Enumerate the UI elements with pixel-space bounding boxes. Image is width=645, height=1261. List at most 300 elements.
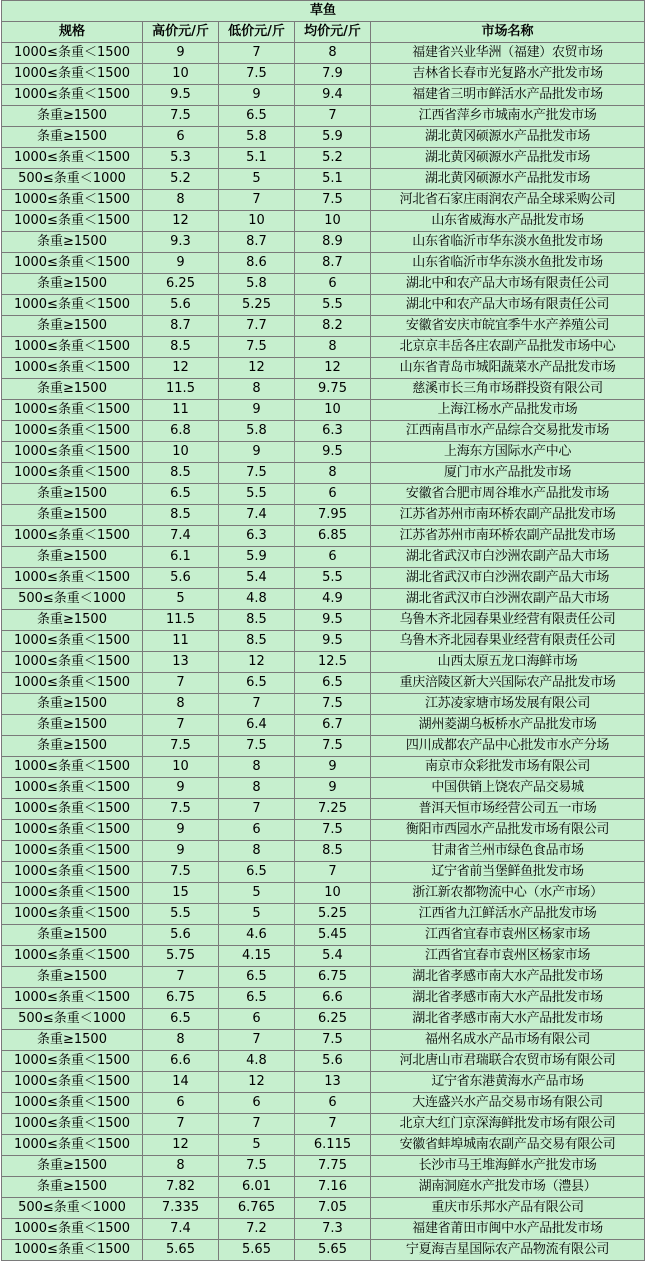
cell-market: 江苏省苏州市南环桥农副产品批发市场 [371,505,645,526]
cell-spec: 条重≥1500 [2,547,143,568]
cell-market: 湖州菱湖乌板桥水产品批发市场 [371,715,645,736]
cell-avg-price: 8 [295,337,371,358]
cell-spec: 1000≤条重＜1500 [2,778,143,799]
cell-avg-price: 7.05 [295,1198,371,1219]
cell-spec: 1000≤条重＜1500 [2,358,143,379]
cell-high-price: 9 [143,43,219,64]
cell-spec: 条重≥1500 [2,1030,143,1051]
cell-avg-price: 6 [295,1093,371,1114]
cell-market: 福建省莆田市闽中水产品批发市场 [371,1219,645,1240]
cell-spec: 条重≥1500 [2,925,143,946]
header-row [2,22,645,43]
table-row [2,547,645,568]
cell-market: 福建省兴业华洲（福建）农贸市场 [371,43,645,64]
table-row [2,1051,645,1072]
cell-market: 重庆涪陵区新大兴国际农产品批发市场 [371,673,645,694]
cell-high-price: 11 [143,631,219,652]
table-row [2,820,645,841]
cell-market: 湖北中和农产品大市场有限责任公司 [371,274,645,295]
cell-low-price: 7.4 [219,505,295,526]
cell-market: 辽宁省前当堡鲜鱼批发市场 [371,862,645,883]
table-row [2,253,645,274]
cell-low-price: 5.9 [219,547,295,568]
cell-spec: 1000≤条重＜1500 [2,85,143,106]
table-row [2,379,645,400]
cell-avg-price: 7 [295,106,371,127]
header-high-price: 高价元/斤 [143,22,219,43]
cell-high-price: 5.6 [143,925,219,946]
cell-avg-price: 8 [295,463,371,484]
cell-low-price: 6.01 [219,1177,295,1198]
cell-spec: 条重≥1500 [2,967,143,988]
cell-high-price: 5.2 [143,169,219,190]
table-row [2,1219,645,1240]
cell-high-price: 5.3 [143,148,219,169]
cell-market: 湖北省孝感市南大水产品批发市场 [371,1009,645,1030]
table-row [2,43,645,64]
header-low-price: 低价元/斤 [219,22,295,43]
cell-low-price: 6.5 [219,106,295,127]
cell-spec: 条重≥1500 [2,232,143,253]
cell-high-price: 8.5 [143,505,219,526]
cell-avg-price: 8.9 [295,232,371,253]
cell-avg-price: 5.65 [295,1240,371,1261]
cell-avg-price: 5.45 [295,925,371,946]
cell-avg-price: 8.7 [295,253,371,274]
cell-high-price: 10 [143,757,219,778]
cell-high-price: 7.82 [143,1177,219,1198]
cell-market: 山东省青岛市城阳蔬菜水产品批发市场 [371,358,645,379]
cell-avg-price: 5.9 [295,127,371,148]
cell-market: 江苏凌家塘市场发展有限公司 [371,694,645,715]
cell-high-price: 8.5 [143,463,219,484]
cell-low-price: 6.765 [219,1198,295,1219]
cell-low-price: 6 [219,1093,295,1114]
cell-market: 湖北黄冈硕源水产品批发市场 [371,169,645,190]
cell-low-price: 6.5 [219,673,295,694]
cell-high-price: 7.4 [143,526,219,547]
cell-avg-price: 7.9 [295,64,371,85]
cell-high-price: 6.6 [143,1051,219,1072]
cell-avg-price: 9.75 [295,379,371,400]
cell-market: 慈溪市长三角市场群投资有限公司 [371,379,645,400]
table-row [2,862,645,883]
cell-spec: 1000≤条重＜1500 [2,148,143,169]
cell-high-price: 11.5 [143,379,219,400]
cell-avg-price: 10 [295,211,371,232]
table-row [2,400,645,421]
cell-high-price: 7.5 [143,862,219,883]
cell-market: 江西省宜春市袁州区杨家市场 [371,925,645,946]
cell-low-price: 7 [219,43,295,64]
cell-high-price: 5.65 [143,1240,219,1261]
cell-high-price: 11.5 [143,610,219,631]
cell-low-price: 8.5 [219,610,295,631]
cell-market: 江西省宜春市袁州区杨家市场 [371,946,645,967]
cell-high-price: 5.5 [143,904,219,925]
cell-spec: 1000≤条重＜1500 [2,43,143,64]
cell-spec: 1000≤条重＜1500 [2,442,143,463]
cell-market: 北京京丰岳各庄农副产品批发市场中心 [371,337,645,358]
cell-spec: 1000≤条重＜1500 [2,463,143,484]
cell-low-price: 4.15 [219,946,295,967]
title-row [2,1,645,22]
cell-high-price: 6 [143,127,219,148]
cell-avg-price: 13 [295,1072,371,1093]
cell-low-price: 9 [219,442,295,463]
cell-avg-price: 9.5 [295,610,371,631]
cell-low-price: 5.65 [219,1240,295,1261]
cell-low-price: 4.8 [219,1051,295,1072]
table-row [2,64,645,85]
cell-low-price: 7.2 [219,1219,295,1240]
cell-avg-price: 4.9 [295,589,371,610]
cell-spec: 1000≤条重＜1500 [2,946,143,967]
cell-low-price: 7.5 [219,64,295,85]
table-row [2,358,645,379]
cell-high-price: 9.5 [143,85,219,106]
cell-low-price: 8 [219,778,295,799]
header-avg-price: 均价元/斤 [295,22,371,43]
cell-high-price: 12 [143,1135,219,1156]
cell-low-price: 6 [219,1009,295,1030]
table-row [2,316,645,337]
cell-spec: 1000≤条重＜1500 [2,883,143,904]
cell-high-price: 8.5 [143,337,219,358]
table-row [2,169,645,190]
cell-spec: 1000≤条重＜1500 [2,1093,143,1114]
cell-market: 福建省三明市鲜活水产品批发市场 [371,85,645,106]
cell-market: 中国供销上饶农产品交易城 [371,778,645,799]
cell-avg-price: 5.5 [295,295,371,316]
table-row [2,232,645,253]
table-row [2,127,645,148]
cell-avg-price: 6.7 [295,715,371,736]
cell-spec: 1000≤条重＜1500 [2,253,143,274]
cell-market: 江西南昌市水产品综合交易批发市场 [371,421,645,442]
table-row [2,736,645,757]
cell-low-price: 5.4 [219,568,295,589]
cell-spec: 1000≤条重＜1500 [2,757,143,778]
table-row [2,274,645,295]
table-row [2,463,645,484]
table-row [2,673,645,694]
cell-market: 上海江杨水产品批发市场 [371,400,645,421]
cell-low-price: 5.25 [219,295,295,316]
cell-high-price: 15 [143,883,219,904]
table-row [2,967,645,988]
table-row [2,1198,645,1219]
cell-market: 普洱天恒市场经营公司五一市场 [371,799,645,820]
cell-avg-price: 5.6 [295,1051,371,1072]
cell-high-price: 5 [143,589,219,610]
cell-market: 吉林省长春市光复路水产批发市场 [371,64,645,85]
table-body [2,43,645,1261]
cell-avg-price: 6.85 [295,526,371,547]
cell-market: 湖南洞庭水产批发市场（澧县） [371,1177,645,1198]
cell-market: 湖北省孝感市南大水产品批发市场 [371,988,645,1009]
cell-low-price: 12 [219,652,295,673]
cell-low-price: 7 [219,799,295,820]
table-row [2,1135,645,1156]
cell-avg-price: 7.3 [295,1219,371,1240]
cell-low-price: 7.5 [219,736,295,757]
cell-market: 辽宁省东港黄海水产品市场 [371,1072,645,1093]
cell-low-price: 5.8 [219,127,295,148]
cell-spec: 1000≤条重＜1500 [2,211,143,232]
cell-low-price: 7.5 [219,1156,295,1177]
cell-low-price: 9 [219,85,295,106]
cell-market: 长沙市马王堆海鲜水产批发市场 [371,1156,645,1177]
cell-market: 甘肃省兰州市绿色食品市场 [371,841,645,862]
cell-spec: 500≤条重＜1000 [2,1009,143,1030]
cell-spec: 条重≥1500 [2,106,143,127]
cell-spec: 条重≥1500 [2,379,143,400]
table-row [2,484,645,505]
cell-low-price: 5.8 [219,274,295,295]
cell-spec: 1000≤条重＜1500 [2,337,143,358]
table-row [2,652,645,673]
cell-spec: 条重≥1500 [2,694,143,715]
cell-low-price: 7.5 [219,337,295,358]
cell-market: 湖北中和农产品大市场有限责任公司 [371,295,645,316]
cell-low-price: 4.8 [219,589,295,610]
cell-spec: 1000≤条重＜1500 [2,799,143,820]
cell-spec: 条重≥1500 [2,274,143,295]
cell-high-price: 7.5 [143,736,219,757]
table-row [2,1072,645,1093]
cell-avg-price: 9.4 [295,85,371,106]
cell-low-price: 6.4 [219,715,295,736]
table-row [2,190,645,211]
cell-spec: 条重≥1500 [2,505,143,526]
cell-high-price: 8 [143,694,219,715]
table-row [2,904,645,925]
cell-market: 江西省九江鲜活水产品批发市场 [371,904,645,925]
cell-low-price: 6 [219,820,295,841]
cell-high-price: 9 [143,253,219,274]
cell-high-price: 11 [143,400,219,421]
cell-avg-price: 6.25 [295,1009,371,1030]
cell-market: 湖北省武汉市白沙洲农副产品大市场 [371,589,645,610]
cell-high-price: 9 [143,820,219,841]
table-row [2,85,645,106]
cell-spec: 1000≤条重＜1500 [2,1219,143,1240]
cell-market: 山东省威海水产品批发市场 [371,211,645,232]
cell-market: 浙江新农都物流中心（水产市场） [371,883,645,904]
cell-spec: 1000≤条重＜1500 [2,568,143,589]
cell-avg-price: 6.75 [295,967,371,988]
table-row [2,106,645,127]
table-row [2,1030,645,1051]
cell-spec: 1000≤条重＜1500 [2,64,143,85]
cell-avg-price: 8 [295,43,371,64]
table-row [2,1156,645,1177]
cell-avg-price: 7.95 [295,505,371,526]
cell-market: 安徽省安庆市皖宜季牛水产养殖公司 [371,316,645,337]
cell-avg-price: 10 [295,400,371,421]
cell-spec: 500≤条重＜1000 [2,169,143,190]
table-row [2,421,645,442]
cell-high-price: 8 [143,1030,219,1051]
cell-avg-price: 7.5 [295,190,371,211]
cell-avg-price: 9 [295,778,371,799]
header-spec: 规格 [2,22,143,43]
cell-market: 上海东方国际水产中心 [371,442,645,463]
table-row [2,568,645,589]
cell-market: 大连盛兴水产品交易市场有限公司 [371,1093,645,1114]
cell-market: 湖北黄冈硕源水产品批发市场 [371,148,645,169]
cell-low-price: 5 [219,169,295,190]
table-row [2,1009,645,1030]
cell-low-price: 8.6 [219,253,295,274]
cell-spec: 1000≤条重＜1500 [2,421,143,442]
cell-high-price: 9 [143,841,219,862]
table-row [2,526,645,547]
cell-low-price: 7 [219,694,295,715]
cell-avg-price: 9.5 [295,631,371,652]
cell-avg-price: 12 [295,358,371,379]
cell-avg-price: 6 [295,274,371,295]
cell-market: 北京大红门京深海鲜批发市场有限公司 [371,1114,645,1135]
cell-low-price: 6.5 [219,967,295,988]
table-row [2,799,645,820]
table-row [2,988,645,1009]
cell-market: 湖北省武汉市白沙洲农副产品大市场 [371,547,645,568]
cell-spec: 1000≤条重＜1500 [2,862,143,883]
table-row [2,1177,645,1198]
cell-spec: 条重≥1500 [2,1177,143,1198]
cell-spec: 500≤条重＜1000 [2,589,143,610]
cell-spec: 条重≥1500 [2,484,143,505]
cell-avg-price: 7.5 [295,694,371,715]
table-row [2,148,645,169]
cell-avg-price: 7 [295,862,371,883]
cell-market: 福州名成水产品市场有限公司 [371,1030,645,1051]
cell-spec: 1000≤条重＜1500 [2,841,143,862]
cell-high-price: 10 [143,442,219,463]
cell-low-price: 7.5 [219,463,295,484]
cell-spec: 1000≤条重＜1500 [2,1072,143,1093]
table-row [2,778,645,799]
cell-market: 湖北省武汉市白沙洲农副产品大市场 [371,568,645,589]
cell-low-price: 12 [219,358,295,379]
cell-market: 江苏省苏州市南环桥农副产品批发市场 [371,526,645,547]
cell-high-price: 8 [143,1156,219,1177]
cell-low-price: 4.6 [219,925,295,946]
cell-market: 江西省萍乡市城南水产批发市场 [371,106,645,127]
table-row [2,610,645,631]
cell-spec: 1000≤条重＜1500 [2,1051,143,1072]
cell-low-price: 5.8 [219,421,295,442]
table-row [2,211,645,232]
cell-avg-price: 7 [295,1114,371,1135]
cell-low-price: 5 [219,904,295,925]
cell-avg-price: 12.5 [295,652,371,673]
cell-avg-price: 5.2 [295,148,371,169]
cell-avg-price: 8.5 [295,841,371,862]
cell-avg-price: 9 [295,757,371,778]
cell-market: 乌鲁木齐北园春果业经营有限责任公司 [371,631,645,652]
cell-high-price: 7.335 [143,1198,219,1219]
cell-high-price: 8.7 [143,316,219,337]
table-row [2,1240,645,1261]
cell-high-price: 9 [143,778,219,799]
table-row [2,442,645,463]
cell-spec: 1000≤条重＜1500 [2,295,143,316]
table-title: 草鱼 [2,1,645,22]
cell-high-price: 7 [143,967,219,988]
table-row [2,505,645,526]
table-row [2,883,645,904]
table-row [2,694,645,715]
cell-low-price: 5.5 [219,484,295,505]
cell-high-price: 7.4 [143,1219,219,1240]
cell-spec: 1000≤条重＜1500 [2,400,143,421]
table-row [2,589,645,610]
cell-low-price: 7 [219,1030,295,1051]
cell-low-price: 5.1 [219,148,295,169]
cell-avg-price: 6.115 [295,1135,371,1156]
cell-market: 四川成都农产品中心批发市水产分场 [371,736,645,757]
cell-spec: 条重≥1500 [2,715,143,736]
cell-market: 重庆市乐邦水产品有限公司 [371,1198,645,1219]
cell-avg-price: 7.75 [295,1156,371,1177]
cell-high-price: 6.25 [143,274,219,295]
cell-spec: 1000≤条重＜1500 [2,1240,143,1261]
cell-high-price: 6.8 [143,421,219,442]
cell-avg-price: 5.4 [295,946,371,967]
cell-low-price: 6.5 [219,862,295,883]
cell-low-price: 8.5 [219,631,295,652]
cell-high-price: 12 [143,211,219,232]
cell-spec: 1000≤条重＜1500 [2,631,143,652]
cell-spec: 1000≤条重＜1500 [2,904,143,925]
cell-low-price: 8.7 [219,232,295,253]
cell-spec: 1000≤条重＜1500 [2,988,143,1009]
cell-high-price: 7 [143,673,219,694]
cell-spec: 条重≥1500 [2,127,143,148]
cell-spec: 条重≥1500 [2,610,143,631]
cell-high-price: 10 [143,64,219,85]
cell-high-price: 7.5 [143,799,219,820]
cell-avg-price: 7.5 [295,1030,371,1051]
cell-avg-price: 6.6 [295,988,371,1009]
cell-avg-price: 5.1 [295,169,371,190]
cell-high-price: 12 [143,358,219,379]
table-row [2,757,645,778]
cell-spec: 1000≤条重＜1500 [2,673,143,694]
table-row [2,337,645,358]
cell-low-price: 5 [219,1135,295,1156]
cell-high-price: 9.3 [143,232,219,253]
cell-avg-price: 6 [295,484,371,505]
cell-market: 衡阳市西园水产品批发市场有限公司 [371,820,645,841]
cell-low-price: 12 [219,1072,295,1093]
cell-low-price: 6.3 [219,526,295,547]
cell-high-price: 6.75 [143,988,219,1009]
cell-low-price: 7 [219,190,295,211]
cell-market: 乌鲁木齐北园春果业经营有限责任公司 [371,610,645,631]
cell-high-price: 7 [143,715,219,736]
cell-spec: 1000≤条重＜1500 [2,190,143,211]
cell-high-price: 8 [143,190,219,211]
cell-avg-price: 8.2 [295,316,371,337]
cell-spec: 1000≤条重＜1500 [2,526,143,547]
cell-low-price: 7.7 [219,316,295,337]
cell-avg-price: 5.5 [295,568,371,589]
cell-market: 山东省临沂市华东淡水鱼批发市场 [371,232,645,253]
